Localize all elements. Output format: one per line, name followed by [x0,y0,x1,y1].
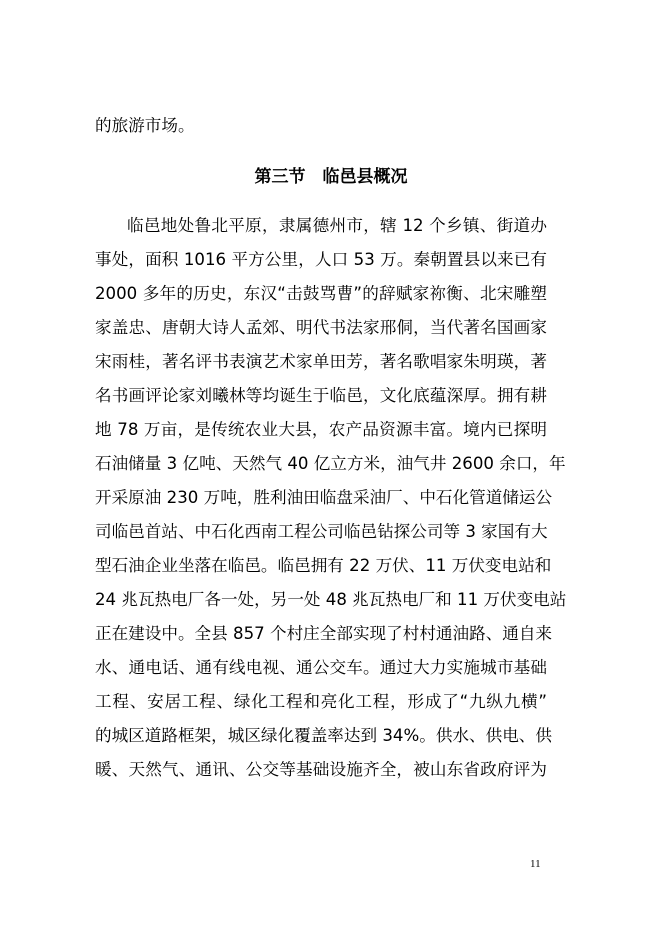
paragraph-line: 暖、天然气、通讯、公交等基础设施齐全，被山东省政府评为 [95,760,547,779]
paragraph-line: 家盖忠、唐朝大诗人孟郊、明代书法家邢侗，当代著名国画家 [95,318,547,337]
paragraph-line: 临邑地处鲁北平原，隶属德州市，辖 12 个乡镇、街道办 [127,216,547,235]
paragraph-line: 水、通电话、通有线电视、通公交车。通过大力实施城市基础 [95,658,547,677]
paragraph-line: 宋雨桂，著名评书表演艺术家单田芳，著名歌唱家朱明瑛，著 [95,352,547,371]
paragraph-line: 开采原油 230 万吨，胜利油田临盘采油厂、中石化管道储运公 [95,488,553,507]
paragraph-line: 工程、安居工程、绿化工程和亮化工程，形成了“九纵九横” [95,692,547,711]
paragraph-line: 的城区道路框架，城区绿化覆盖率达到 34%。供水、供电、供 [95,726,552,745]
page-number: 11 [530,858,541,870]
paragraph-line: 型石油企业坐落在临邑。临邑拥有 22 万伏、11 万伏变电站和 [95,556,552,575]
paragraph-line: 2000 多年的历史，东汉“击鼓骂曹”的辞赋家祢衡、北宋雕塑 [95,284,547,303]
paragraph-line: 24 兆瓦热电厂各一处，另一处 48 兆瓦热电厂和 11 万伏变电站 [95,590,567,609]
paragraph-line: 名书画评论家刘曦林等均诞生于临邑，文化底蕴深厚。拥有耕 [95,386,547,405]
carryover-text-line: 的旅游市场。 [95,116,195,135]
paragraph-line: 事处，面积 1016 平方公里，人口 53 万。秦朝置县以来已有 [95,250,547,269]
paragraph-line: 正在建设中。全县 857 个村庄全部实现了村村通油路、通自来 [95,624,553,643]
paragraph-line: 石油储量 3 亿吨、天然气 40 亿立方米，油气井 2600 余口，年 [95,454,566,473]
section-title: 第三节 临邑县概况 [254,167,408,187]
paragraph-line: 地 78 万亩，是传统农业大县，农产品资源丰富。境内已探明 [95,420,547,439]
paragraph-line: 司临邑首站、中石化西南工程公司临邑钻探公司等 3 家国有大 [95,522,548,541]
